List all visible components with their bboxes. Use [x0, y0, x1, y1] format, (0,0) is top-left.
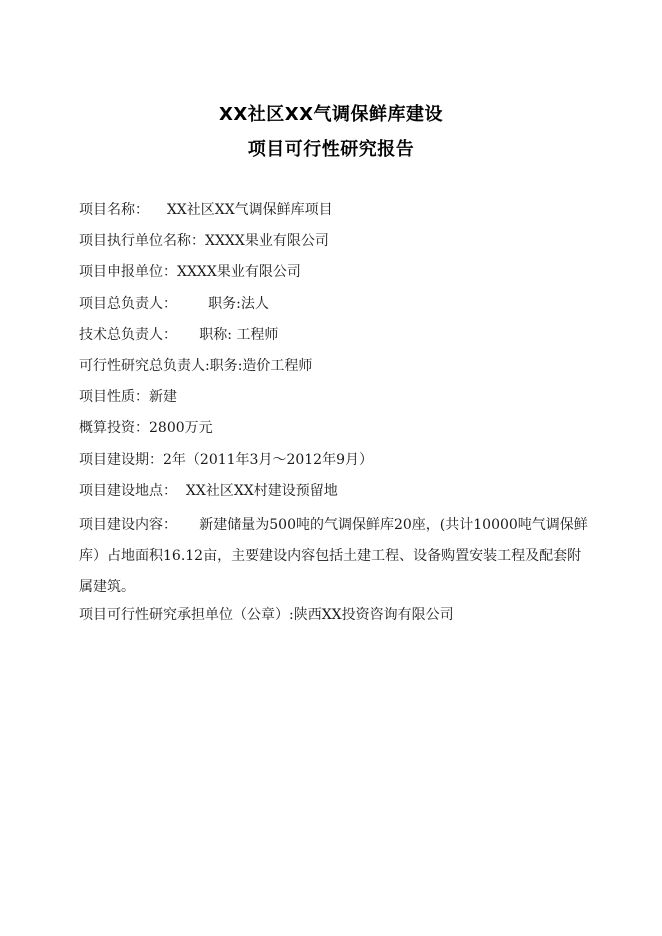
field-label: 项目总负责人：: [79, 295, 177, 312]
field-value: XXXX果业有限公司: [177, 264, 301, 281]
field-feasibility-leader: [79, 354, 589, 385]
field-gap: [177, 327, 199, 343]
field-undertaking-unit: [79, 603, 589, 634]
field-label: 项目可行性研究承担单位（公章）:: [79, 607, 294, 624]
field-label: 概算投资：: [79, 420, 149, 437]
field-executing-unit: [79, 229, 589, 260]
field-construction-period: [79, 448, 589, 479]
field-value: 陕西XX投资咨询有限公司: [293, 607, 454, 624]
field-label: 技术总负责人：: [79, 326, 177, 343]
field-value: 新建储量为500吨的气调保鲜库20座，(共计10000吨气调保鲜库）占地面积16.12亩，主要建设内容包括土建工程、设备购置安装工程及配套附属建筑。: [79, 516, 588, 596]
field-label: 项目申报单位：: [79, 264, 177, 281]
field-label: 项目性质：: [79, 389, 149, 406]
field-applicant-unit: [79, 260, 589, 291]
field-label: 项目建设内容：: [79, 516, 177, 533]
field-label: 可行性研究总负责人:: [79, 357, 210, 374]
field-gap: [177, 296, 208, 312]
field-value: 职称: 工程师: [199, 326, 279, 343]
field-gap: [177, 483, 186, 499]
field-label: 项目建设地点：: [79, 482, 177, 499]
field-value: XX社区XX气调保鲜库项目: [166, 202, 333, 218]
field-value: 职务:造价工程师: [209, 357, 313, 374]
document-title-line2: 项目可行性研究报告: [247, 139, 415, 160]
field-project-name: [79, 198, 589, 229]
field-construction-content: [79, 510, 589, 604]
field-label: 项目执行单位名称：: [79, 233, 205, 250]
field-project-nature: [79, 385, 589, 416]
field-label: 项目建设期：: [79, 451, 163, 468]
field-technical-leader: [79, 323, 589, 354]
field-gap: [149, 202, 167, 218]
field-gap: [177, 517, 199, 533]
document-title-line1: XX社区XX气调保鲜库建设: [218, 104, 443, 125]
field-value: 2年（2011年3月～2012年9月）: [163, 451, 373, 468]
field-value: 2800万元: [149, 420, 213, 437]
document-body: [79, 198, 589, 635]
field-value: 新建: [149, 389, 177, 406]
field-value: XXXX果业有限公司: [205, 233, 329, 250]
field-value: 职务:法人: [208, 295, 269, 312]
field-estimated-investment: [79, 416, 589, 447]
field-construction-site: [79, 479, 589, 510]
field-project-leader: [79, 292, 589, 323]
field-label: 项目名称：: [79, 202, 149, 218]
field-value: XX社区XX村建设预留地: [185, 482, 338, 499]
